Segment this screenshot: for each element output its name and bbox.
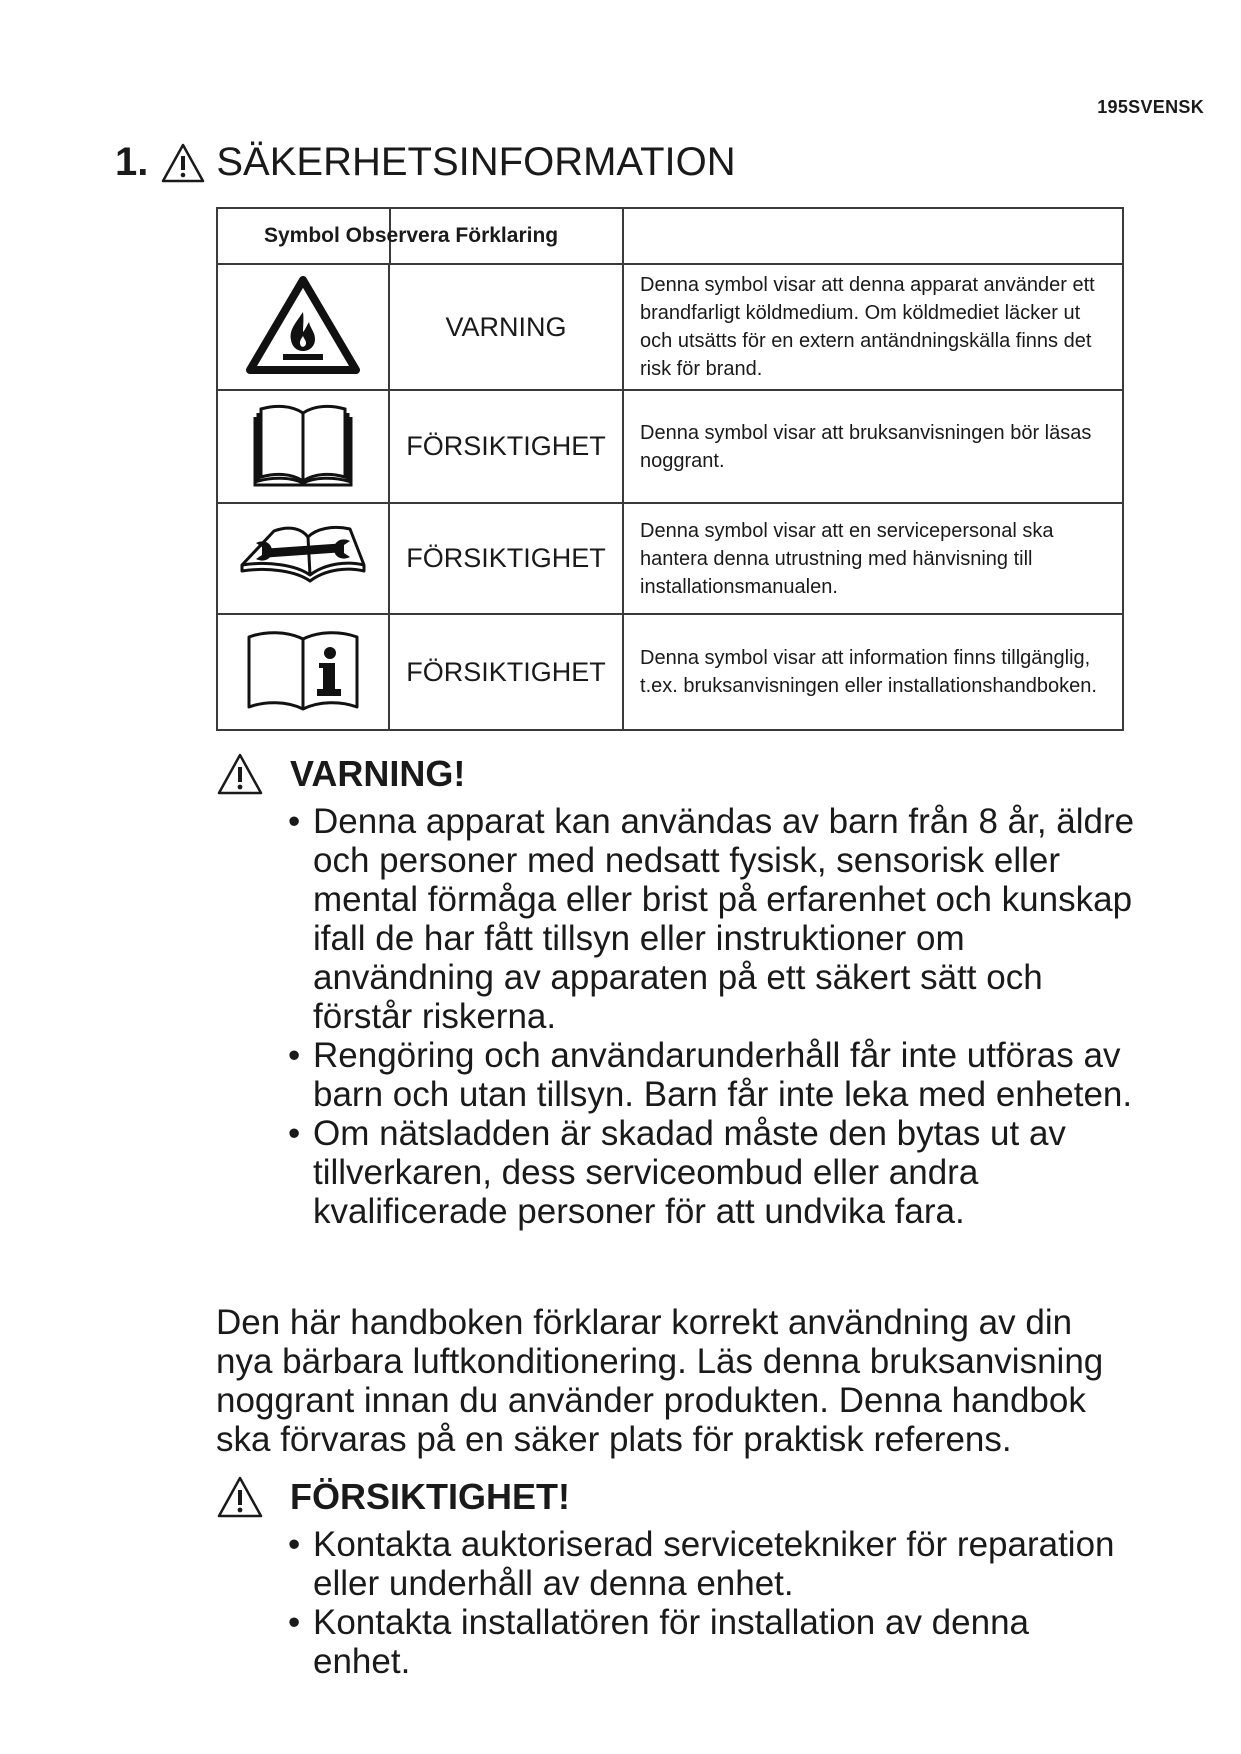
table-row <box>217 503 1123 614</box>
caution-list <box>216 1525 1136 1681</box>
warning-triangle-icon <box>160 142 206 184</box>
symbol-table-header <box>217 208 1123 264</box>
warning-list <box>216 802 1136 1231</box>
page-number: 195SVENSK <box>1097 97 1204 117</box>
caution-heading <box>216 1475 1136 1519</box>
section-title <box>115 140 736 185</box>
list-item: • Rengöring och användarunderhåll får inte utföras av barn och utan tillsyn. Barn får inte leka med enheten. <box>288 1036 1136 1114</box>
warning-triangle-icon <box>216 1475 264 1519</box>
warning-triangle-icon <box>216 752 264 796</box>
list-item: • Kontakta installatören för installation av denna enhet. <box>288 1603 1136 1681</box>
warning-block <box>216 752 1136 1231</box>
symbol-table <box>216 207 1124 731</box>
row-description: Denna symbol visar att bruksanvisningen bör läsas noggrant. <box>623 390 1123 503</box>
warning-heading-text: VARNING! <box>290 753 466 794</box>
section-number: 1. <box>115 140 149 184</box>
list-item: • Om nätsladden är skadad måste den bytas ut av tillverkaren, dess serviceombud eller andra kvalificerade personer för att undvika fara. <box>288 1114 1136 1231</box>
caution-heading-text: FÖRSIKTIGHET! <box>290 1476 570 1517</box>
flammable-warning-icon <box>245 274 361 376</box>
row-description: Denna symbol visar att en servicepersonal ska hantera denna utrustning med hänvisning till installationsmanualen. <box>623 503 1123 614</box>
information-book-icon <box>243 627 363 713</box>
table-row <box>217 614 1123 730</box>
row-label: FÖRSIKTIGHET <box>389 614 623 730</box>
service-wrench-book-icon <box>238 521 368 591</box>
list-item: • Denna apparat kan användas av barn från 8 år, äldre och personer med nedsatt fysisk, sensorisk eller mental förmåga eller brist på erfarenhet och kunskap ifall de har fått tillsyn eller instruktioner om användning av apparaten på ett säkert sätt och förstår riskerna. <box>288 802 1136 1036</box>
row-label: FÖRSIKTIGHET <box>389 390 623 503</box>
row-description: Denna symbol visar att information finns tillgänglig, t.ex. bruksanvisningen eller installationshandboken. <box>623 614 1123 730</box>
section-title-text: SÄKERHETSINFORMATION <box>216 140 736 184</box>
warning-heading <box>216 752 1136 796</box>
row-description: Denna symbol visar att denna apparat använder ett brandfarligt köldmedium. Om köldmediet läcker ut och utsätts för en extern antändningskälla finns det risk för brand. <box>623 264 1123 390</box>
caution-block <box>216 1475 1136 1681</box>
table-row <box>217 390 1123 503</box>
manual-book-icon <box>249 399 357 489</box>
row-label: VARNING <box>389 264 623 390</box>
symbol-table-header-text: Symbol Observera Förklaring <box>264 224 559 247</box>
list-item: • Kontakta auktoriserad servicetekniker för reparation eller underhåll av denna enhet. <box>288 1525 1136 1603</box>
table-row <box>217 264 1123 390</box>
row-label: FÖRSIKTIGHET <box>389 503 623 614</box>
intro-paragraph: Den här handboken förklarar korrekt användning av din nya bärbara luftkonditionering. Läs denna bruksanvisning noggrant innan du använder produkten. Denna handbok ska förvaras på en säker plats för praktisk referens. <box>216 1303 1104 1459</box>
